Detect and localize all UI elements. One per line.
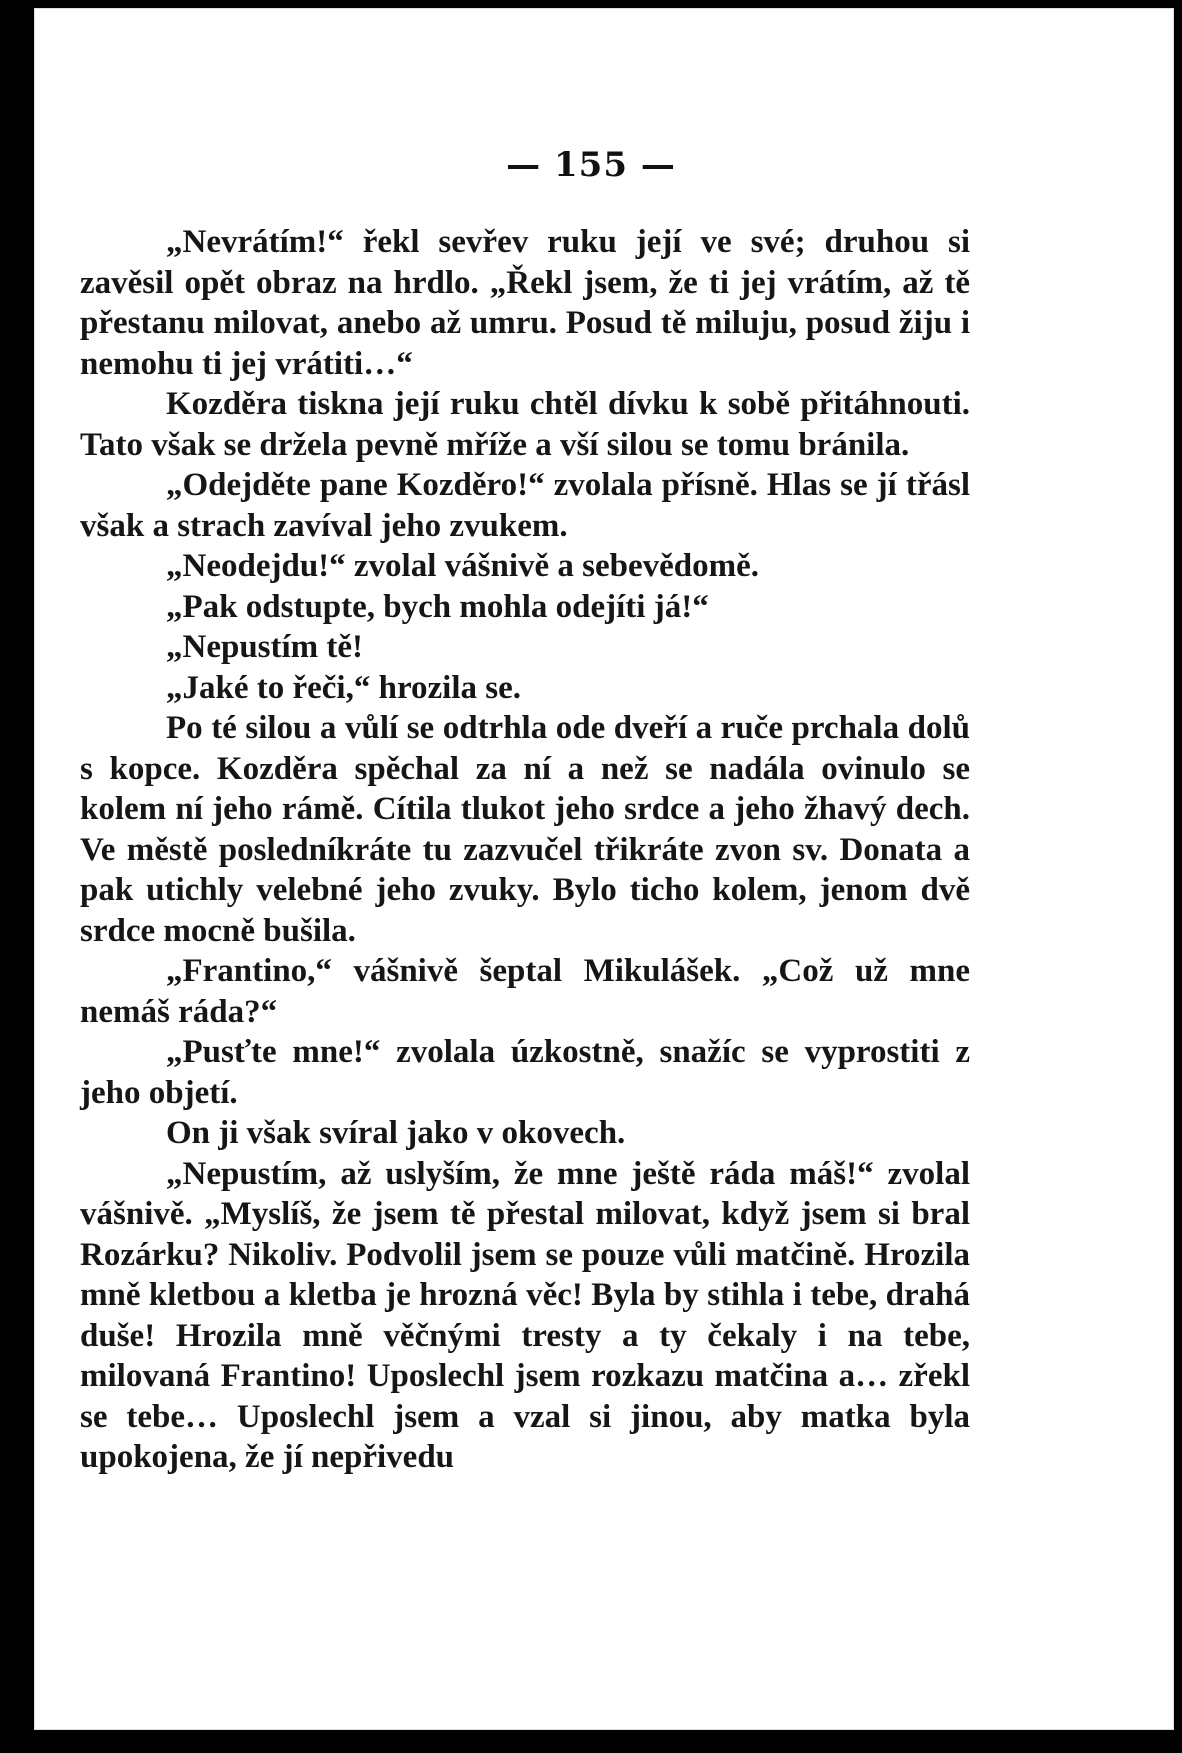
paragraph: „Odejděte pane Kozděro!“ zvolala přísně. Hlas se jí třásl však a strach zavíval jeho zvukem. [80, 467, 970, 544]
paragraph: „Pusťte mne!“ zvolala úzkostně, snažíc se vyprostiti z jeho objetí. [80, 1034, 970, 1111]
paragraph: „Nepustím tě! [166, 629, 364, 665]
paragraph: Po té silou a vůlí se odtrhla ode dveří a ruče prchala dolů s kopce. Kozděra spěchal za ní a než se nadála ovinulo se kolem ní jeho rámě. Cítila tlukot jeho srdce a jeho žhavý dech. Ve městě posledníkráte tu zazvučel třikráte zvon sv. Donata a pak utichly velebné jeho zvuky. Bylo ticho kolem, jenom dvě srdce mocně bušila. [80, 710, 970, 949]
paragraph: „Pak odstupte, bych mohla odejíti já!“ [166, 588, 709, 625]
paragraph: Kozděra tiskna její ruku chtěl dívku k sobě přitáhnouti. Tato však se držela pevně mříže a vší silou se tomu bránila. [80, 386, 970, 463]
paragraph: „Neodejdu!“ zvolal vášnivě a sebevědomě. [166, 548, 760, 584]
paragraph: On ji však svíral jako v okovech. [166, 1115, 626, 1151]
paragraph: „Frantino,“ vášnivě šeptal Mikulášek. „Což už mne nemáš ráda?“ [80, 953, 970, 1030]
paragraph: „Jaké to řeči,“ hrozila se. [166, 669, 521, 706]
body-text [80, 222, 970, 1478]
paragraph: „Nepustím, až uslyším, že mne ještě ráda máš!“ zvolal vášnivě. „Myslíš, že jsem tě přestal milovat, když jsem si bral Rozárku? Nikoliv. Podvolil jsem se pouze vůli matčině. Hrozila mně kletbou a kletba je hrozná věc! Byla by stihla i tebe, drahá duše! Hrozila mně věčnými tresty a ty čekaly i na tebe, milovaná Frantino! Uposlechl jsem rozkazu matčina a… zřekl se tebe… Uposlechl jsem a vzal si jinou, aby matka byla upokojena, že jí nepřivedu [80, 1155, 970, 1475]
paragraph: „Nevrátím!“ řekl sevřev ruku její ve své; druhou si zavěsil opět obraz na hrdlo. „Řekl jsem, že ti jej vrátím, až tě přestanu milovat, anebo až umru. Posud tě miluju, posud žiju i nemohu ti jej vrátiti…“ [80, 224, 970, 382]
page-number: — 155 — [506, 145, 676, 185]
